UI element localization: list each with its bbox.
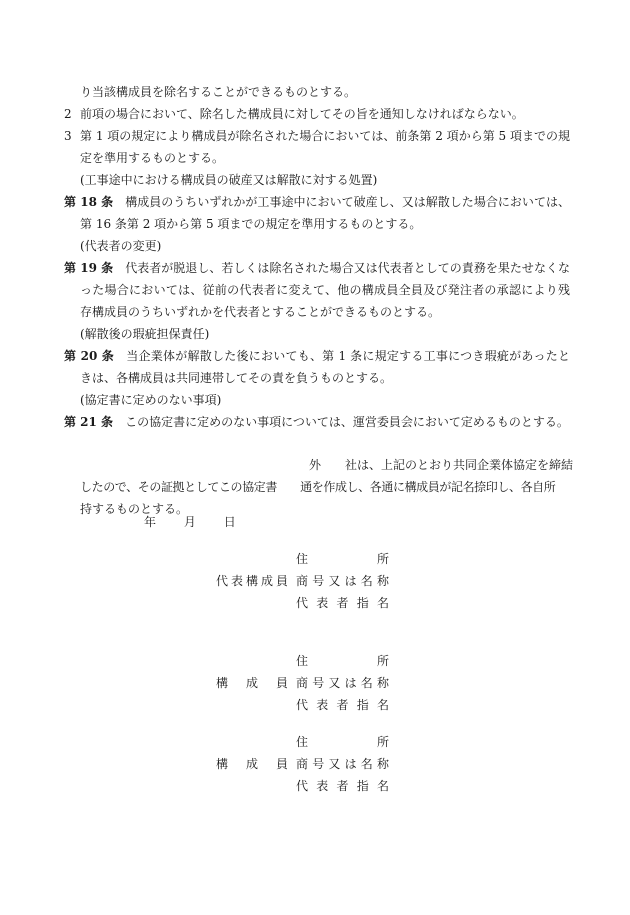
- date-year: 年: [144, 515, 157, 529]
- signature-role: 構成員: [216, 757, 288, 771]
- closing-line-2: したので、その証拠としてこの協定書 通を作成し、各通に構成員が記名捺印し、各自所: [80, 480, 556, 494]
- article-18: [64, 191, 570, 235]
- article-text: 当企業体が解散した後においても、第 1 条に規定する工事につき瑕疵があったときは、各構成員は共同連帯してその責を負うものとする。: [80, 349, 570, 385]
- article-18-heading: (工事途中における構成員の破産又は解散に対する処置): [80, 173, 378, 187]
- signature-company-label: 商号又は名称: [296, 676, 389, 690]
- signature-representative-label: 代表者指名: [296, 779, 389, 793]
- signature-fields: [296, 731, 389, 797]
- date-day: 日: [223, 515, 236, 529]
- signature-fields: [296, 650, 389, 716]
- paragraph-2: [64, 103, 570, 125]
- paragraph-number: 3: [64, 129, 72, 143]
- signature-company-label: 商号又は名称: [296, 757, 389, 771]
- date-month: 月: [183, 515, 196, 529]
- article-text: この協定書に定めのない事項については、運営委員会において定めるものとする。: [125, 415, 569, 429]
- signature-representative-label: 代表者指名: [296, 698, 389, 712]
- closing-line-3: 持するものとする。: [80, 502, 189, 516]
- date-line: [144, 511, 260, 533]
- article-label: 第 21 条: [64, 415, 114, 429]
- agreement-body: [64, 81, 574, 520]
- article-21: [64, 411, 570, 433]
- article-21-heading: (協定書に定めのない事項): [80, 393, 222, 407]
- signature-address-label: 住所: [296, 552, 389, 566]
- article-label: 第 20 条: [64, 349, 115, 363]
- paragraph-continuation: り当該構成員を除名することができるものとする。: [80, 85, 357, 99]
- signature-role: 代表構成員: [216, 574, 288, 588]
- article-19-heading: (代表者の変更): [80, 239, 162, 253]
- article-19: [64, 257, 570, 323]
- spacer: [64, 433, 570, 454]
- article-20: [64, 345, 570, 389]
- signature-address-label: 住所: [296, 654, 389, 668]
- article-label: 第 18 条: [64, 195, 114, 209]
- article-20-heading: (解散後の瑕疵担保責任): [80, 327, 210, 341]
- paragraph-3: [64, 125, 570, 169]
- paragraph-number: 2: [64, 107, 72, 121]
- closing-line-1: 外 社は、上記のとおり共同企業体協定を締結: [309, 458, 574, 472]
- paragraph-text: 前項の場合において、除名した構成員に対してその旨を通知しなければならない。: [80, 107, 524, 121]
- article-label: 第 19 条: [64, 261, 114, 275]
- signature-representative-label: 代表者指名: [296, 596, 389, 610]
- signature-company-label: 商号又は名称: [296, 574, 389, 588]
- article-text: 構成員のうちいずれかが工事途中において破産し、又は解散した場合においては、第 16 条第 2 項から第 5 項までの規定を準用するものとする。: [80, 195, 570, 231]
- signature-address-label: 住所: [296, 735, 389, 749]
- article-text: 代表者が脱退し、若しくは除名された場合又は代表者としての責務を果たせなくなった場合においては、従前の代表者に変えて、他の構成員全員及び発注者の承認により残存構成員のうちいずれかを代表者とすることができるものとする。: [80, 261, 570, 319]
- signature-fields: [296, 548, 389, 614]
- paragraph-text: 第 1 項の規定により構成員が除名された場合においては、前条第 2 項から第 5 項までの規定を準用するものとする。: [80, 129, 570, 165]
- signature-role: 構成員: [216, 676, 288, 690]
